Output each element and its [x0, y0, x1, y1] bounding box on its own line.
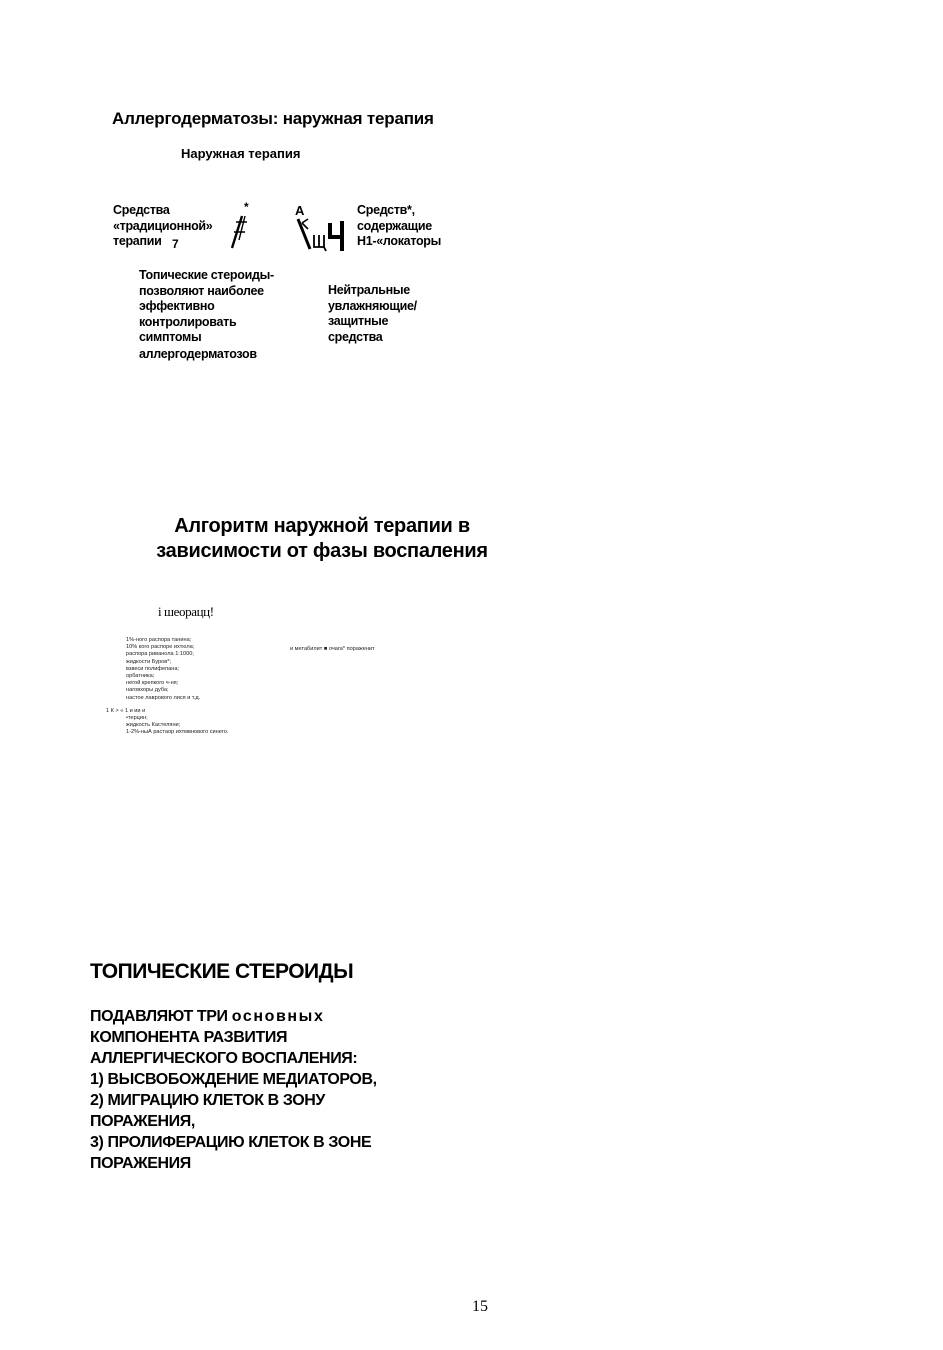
slide3-body: [90, 1006, 377, 1174]
list-item: 10% кого распоре ихтюла;: [126, 644, 195, 651]
left-box-label: [113, 203, 212, 250]
list-item: наговхоры дуба;: [126, 687, 169, 694]
right-box-line: Н1-«локаторы: [357, 234, 442, 248]
right-arrow-graphic: [296, 217, 354, 253]
list-item: негой крепкого ч-ня;: [126, 680, 179, 687]
left-description-line: позволяют наиболее: [139, 283, 264, 298]
body-line: 2) МИГРАЦИЮ КЛЕТОК В ЗОНУ: [90, 1092, 325, 1109]
body-line: 1) ВЫСВОБОЖДЕНИЕ МЕДИАТОРОВ,: [90, 1071, 377, 1088]
list-item: взвеси полифепана;: [126, 665, 179, 672]
left-description-line: Топические стероиды-: [139, 268, 274, 282]
right-description-line: Нейтральные: [328, 283, 410, 297]
right-description-line: средства: [328, 329, 383, 344]
list-item: жидкость Кастеляни;: [126, 722, 181, 729]
body-line: [90, 1006, 377, 1027]
left-arrow-graphic: [222, 212, 252, 252]
list-item: 1-2%-ныА растаор ихтмвнового синего.: [126, 729, 229, 736]
star-mark: *: [244, 200, 249, 214]
list-item: орбатника;: [126, 673, 155, 680]
body-line: 3) ПРОЛИФЕРАЦИЮ КЛЕТОК В ЗОНЕ: [90, 1134, 372, 1151]
right-description: [328, 283, 417, 345]
left-mark: 7: [172, 237, 179, 251]
slide1-subtitle: Наружная терапия: [181, 146, 301, 161]
slide1-title: Аллергодерматозы: наружная терапия: [112, 109, 434, 128]
right-note: и метабилит ■ очага* пораженит: [290, 646, 375, 652]
slide2-title: Алгоритм наружной терапии в зависимости от фазы воспаления: [156, 515, 488, 562]
right-mark: А: [295, 203, 305, 218]
list-item: 1%-ного распора танина;: [126, 637, 192, 643]
right-box-line: содержащие: [357, 218, 432, 233]
left-box-line: терапии: [113, 234, 162, 248]
left-description-last: аллергодерматозов: [139, 347, 257, 361]
body-line: КОМПОНЕНТА РАЗВИТИЯ: [90, 1029, 288, 1046]
slide2-scribble: i шеорацц!: [158, 604, 214, 619]
left-box-line: «традиционной»: [113, 218, 213, 233]
left-description: [139, 268, 274, 346]
right-box-line: Средств*,: [357, 203, 415, 217]
treatment-list-2: [126, 715, 228, 737]
body-line: ПОРАЖЕНИЯ,: [90, 1113, 195, 1130]
list-item: •терцин;: [126, 715, 148, 721]
right-box-label: [357, 203, 441, 250]
body-line: ПОРАЖЕНИЯ: [90, 1155, 191, 1172]
left-description-line: эффективно: [139, 299, 215, 313]
left-description-line: контролировать: [139, 314, 237, 329]
body-line-start: ПОДАВЛЯЮТ ТРИ: [90, 1008, 232, 1025]
list-item: настое лаврового лися и т.д.: [126, 694, 201, 701]
list-item: распора риванола 1:1000;: [126, 651, 194, 658]
slide3-title: ТОПИЧЕСКИЕ СТЕРОИДЫ: [90, 960, 354, 983]
list-item: жидкости Буров*;: [126, 658, 171, 665]
right-description-line: увлажняющие/: [328, 298, 417, 313]
left-description-line: симптомы: [139, 330, 202, 344]
list-marker: 1 К > « 1 и ии и: [106, 708, 146, 714]
treatment-list: [126, 637, 200, 702]
left-box-line: Средства: [113, 203, 170, 217]
right-description-line: защитные: [328, 314, 389, 328]
body-line: АЛЛЕРГИЧЕСКОГО ВОСПАЛЕНИЯ:: [90, 1050, 358, 1067]
page-number: 15: [472, 1298, 488, 1315]
body-line-spaced: основных: [231, 1008, 325, 1025]
